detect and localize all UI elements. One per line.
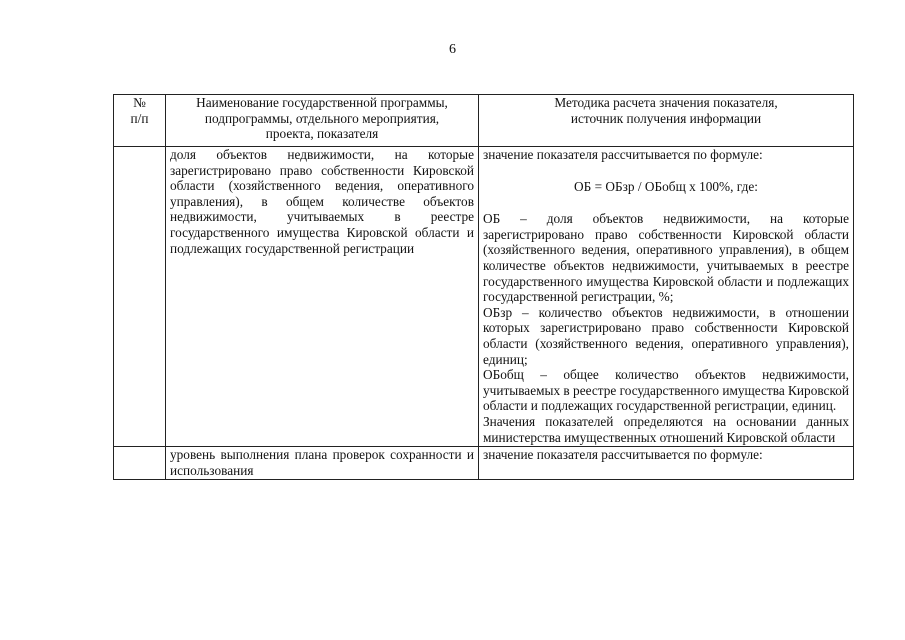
indicator-name-text: уровень выполнения плана проверок сохранности и использования xyxy=(170,447,474,478)
indicator-name-cell xyxy=(166,147,479,447)
header-method-line1: Методика расчета значения показателя, xyxy=(554,95,778,110)
indicator-name-text: доля объектов недвижимости, на которые зарегистрировано право собственности Кировской области (хозяйственного ведения, оперативного управления), в общем количестве объектов недвижимости, учитываемых в реестре государственного имущества Кировской области и подлежащих государственной регистрации xyxy=(170,147,474,256)
header-number-line1: № xyxy=(133,95,146,110)
table-row xyxy=(114,147,854,447)
row-number-cell xyxy=(114,447,166,480)
methodology-intro: значение показателя рассчитывается по формуле: xyxy=(483,447,763,463)
data-source-text: Значения показателей определяются на основании данных министерства имущественных отношений Кировской области xyxy=(483,413,849,445)
header-method-line2: источник получения информации xyxy=(570,110,762,126)
table-row xyxy=(114,447,854,480)
definition-ob: ОБ – доля объектов недвижимости, на которые зарегистрировано право собственности Кировской области (хозяйственного ведения, оперативного управления), в общем количестве объектов недвижимости, учитываемых в реестре государственного имущества Кировской области и подлежащих государственной регистрации, %; xyxy=(483,211,849,305)
formula: ОБ = ОБзр / ОБобщ x 100%, где: xyxy=(574,178,758,194)
row-number-cell xyxy=(114,147,166,447)
methodology-intro: значение показателя рассчитывается по формуле: xyxy=(483,147,763,162)
definition-obobsch: ОБобщ – общее количество объектов недвижимости, учитываемых в реестре государственного имущества Кировской области и подлежащих государственной регистрации, единиц. xyxy=(483,367,849,414)
table-header xyxy=(114,95,854,147)
indicator-name-cell xyxy=(166,447,479,480)
header-number xyxy=(114,95,166,147)
page-number: 6 xyxy=(449,42,456,57)
header-number-line2: п/п xyxy=(130,110,149,126)
methodology-cell xyxy=(479,147,854,447)
header-name-line3: проекта, показателя xyxy=(265,126,379,142)
header-name-line2: подпрограммы, отдельного мероприятия, xyxy=(204,110,440,126)
methodology-cell xyxy=(479,447,854,480)
header-name-line1: Наименование государственной программы, xyxy=(196,95,448,110)
indicator-methodology-table xyxy=(113,94,854,480)
header-method xyxy=(479,95,854,147)
header-name xyxy=(166,95,479,147)
definition-obzr: ОБзр – количество объектов недвижимости, в отношении которых зарегистрировано право собственности Кировской области (хозяйственного ведения, оперативного управления), единиц; xyxy=(483,304,849,367)
